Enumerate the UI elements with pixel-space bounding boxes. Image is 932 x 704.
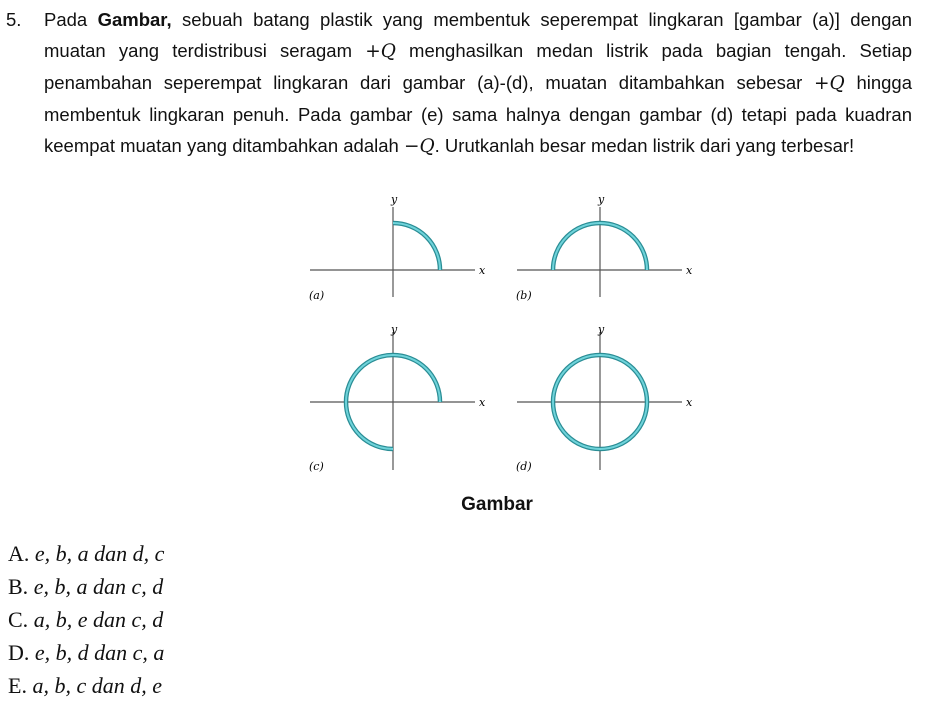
- option-text: e, b, d dan c, a: [34, 640, 165, 665]
- plus-q-symbol: +Q: [365, 41, 396, 62]
- option-d[interactable]: [8, 636, 164, 669]
- x-axis-label: x: [686, 396, 693, 409]
- x-axis-label: x: [479, 396, 486, 409]
- y-axis-label: y: [598, 193, 605, 206]
- answer-options: [8, 537, 164, 702]
- figure-label: (b): [516, 289, 532, 302]
- option-e[interactable]: [8, 669, 164, 702]
- y-axis-label: y: [598, 323, 605, 336]
- charged-arc-inner: [393, 223, 440, 270]
- option-a[interactable]: [8, 537, 164, 570]
- question-intro: Pada: [44, 9, 98, 30]
- figure-b: [512, 190, 702, 310]
- option-letter: E.: [8, 673, 27, 698]
- option-text: a, b, e dan c, d: [33, 607, 164, 632]
- figure-label: (c): [309, 460, 324, 472]
- question-number: 5.: [6, 9, 22, 30]
- option-letter: C.: [8, 607, 29, 632]
- y-axis-label: y: [391, 323, 398, 336]
- plus-q-symbol-2: +Q: [814, 73, 845, 94]
- option-c[interactable]: [8, 603, 164, 636]
- option-letter: D.: [8, 640, 30, 665]
- figure-a: [305, 190, 495, 310]
- option-text: e, b, a dan d, c: [34, 541, 165, 566]
- figure-d: [512, 322, 702, 477]
- figure-c: [305, 322, 495, 477]
- question-text-3: hingga membentuk lingkaran penuh. Pada gambar (e) sama halnya dengan gambar (d) tetapi pada kuadran keempat muatan yang ditambahkan adalah: [44, 72, 913, 156]
- option-text: e, b, a dan c, d: [33, 574, 164, 599]
- x-axis-label: x: [479, 264, 486, 277]
- figure-label: (a): [309, 289, 325, 302]
- x-axis-label: x: [686, 264, 693, 277]
- question-text-2: menghasilkan medan listrik pada bagian tengah. Setiap penambahan seperempat lingkaran dari gambar (a)-(d), muatan ditambahkan sebesar: [44, 40, 912, 93]
- figure-label: (d): [516, 460, 532, 472]
- option-letter: A.: [8, 541, 30, 566]
- question-text-4: . Urutkanlah besar medan listrik dari yang terbesar!: [434, 135, 855, 156]
- minus-q-symbol: −Q: [403, 136, 435, 157]
- question-text: [44, 4, 912, 162]
- option-letter: B.: [8, 574, 29, 599]
- question-text-1: sebuah batang plastik yang membentuk seperempat lingkaran [gambar (a)] dengan muatan yang terdistribusi seragam: [44, 9, 912, 61]
- option-b[interactable]: [8, 570, 164, 603]
- question-bold-word: Gambar,: [97, 9, 172, 30]
- y-axis-label: y: [391, 193, 398, 206]
- option-text: a, b, c dan d, e: [32, 673, 162, 698]
- figure-caption: Gambar: [461, 494, 533, 515]
